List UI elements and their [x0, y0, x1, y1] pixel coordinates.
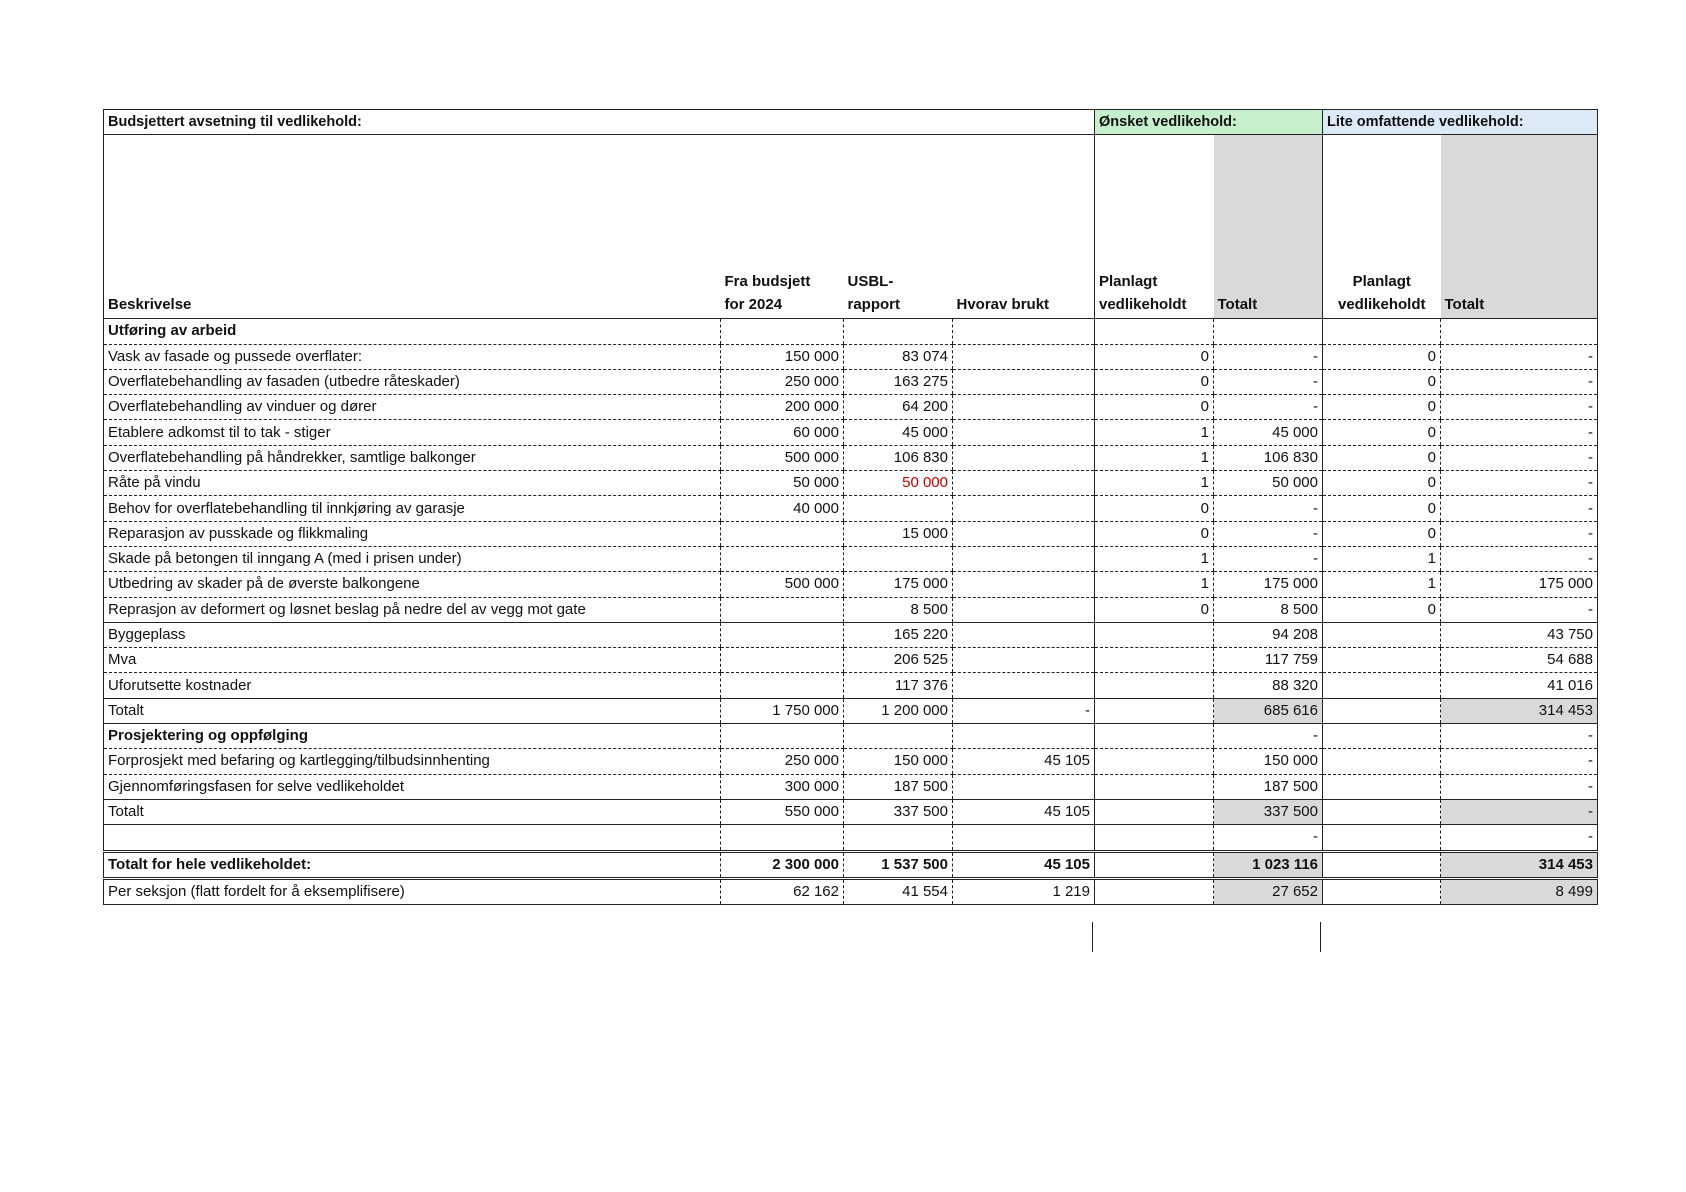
cell-usbl: 175 000: [844, 572, 953, 597]
col-header-planlagt-b: Planlagt vedlikeholdt: [1323, 135, 1441, 319]
cell-planlagt-a: [1095, 851, 1214, 878]
cell-budsjett: 300 000: [721, 774, 844, 799]
cell-brukt: [953, 673, 1095, 698]
cell-budsjett: 250 000: [721, 749, 844, 774]
cell-usbl: [844, 825, 953, 851]
cell-beskrivelse: Reprasjon av deformert og løsnet beslag på nedre del av vegg mot gate: [104, 597, 721, 622]
cell-beskrivelse: Byggeplass: [104, 622, 721, 647]
cell-totalt-b: -: [1441, 825, 1598, 851]
cell-budsjett: [721, 724, 844, 749]
cell-totalt-b: -: [1441, 344, 1598, 369]
cell-budsjett: [721, 673, 844, 698]
cell-totalt-b: -: [1441, 445, 1598, 470]
cell-planlagt-b: [1323, 749, 1441, 774]
cell-planlagt-b: 0: [1323, 445, 1441, 470]
cell-usbl: 1 537 500: [844, 851, 953, 878]
cell-totalt-b: 54 688: [1441, 648, 1598, 673]
cell-usbl: 187 500: [844, 774, 953, 799]
table-row: [104, 825, 1598, 851]
cell-totalt-a: -: [1214, 724, 1323, 749]
cell-usbl: 163 275: [844, 369, 953, 394]
cell-brukt: [953, 825, 1095, 851]
cell-brukt: [953, 597, 1095, 622]
cell-usbl: 64 200: [844, 395, 953, 420]
col-header-budsjett: Fra budsjett for 2024: [721, 135, 844, 319]
table-row: [104, 698, 1598, 723]
cell-brukt: [953, 319, 1095, 344]
table-row: [104, 496, 1598, 521]
cell-beskrivelse: Forprosjekt med befaring og kartlegging/tilbudsinnhenting: [104, 749, 721, 774]
cell-usbl: 50 000: [844, 471, 953, 496]
cell-budsjett: [721, 597, 844, 622]
cell-totalt-b: 41 016: [1441, 673, 1598, 698]
cell-planlagt-b: 0: [1323, 471, 1441, 496]
cell-planlagt-b: 0: [1323, 369, 1441, 394]
cell-beskrivelse: Prosjektering og oppfølging: [104, 724, 721, 749]
cell-beskrivelse: Uforutsette kostnader: [104, 673, 721, 698]
cell-planlagt-b: [1323, 825, 1441, 851]
cell-usbl: 8 500: [844, 597, 953, 622]
cell-planlagt-a: 1: [1095, 445, 1214, 470]
cell-planlagt-a: [1095, 648, 1214, 673]
cell-usbl: 150 000: [844, 749, 953, 774]
cell-budsjett: 62 162: [721, 878, 844, 904]
cell-totalt-a: -: [1214, 546, 1323, 571]
cell-planlagt-b: 0: [1323, 344, 1441, 369]
cell-usbl: 165 220: [844, 622, 953, 647]
table-row: [104, 597, 1598, 622]
cell-beskrivelse: Vask av fasade og pussede overflater:: [104, 344, 721, 369]
section-row: [104, 319, 1598, 344]
cell-budsjett: 200 000: [721, 395, 844, 420]
cell-totalt-b: -: [1441, 749, 1598, 774]
cell-totalt-b: -: [1441, 521, 1598, 546]
table-row: [104, 774, 1598, 799]
cell-brukt: [953, 648, 1095, 673]
cell-beskrivelse: Utbedring av skader på de øverste balkongene: [104, 572, 721, 597]
cell-planlagt-a: 1: [1095, 572, 1214, 597]
cell-planlagt-b: [1323, 878, 1441, 904]
cell-beskrivelse: Reparasjon av pusskade og flikkmaling: [104, 521, 721, 546]
cell-usbl: 106 830: [844, 445, 953, 470]
cell-planlagt-a: [1095, 698, 1214, 723]
cell-brukt: [953, 724, 1095, 749]
cell-planlagt-a: 0: [1095, 597, 1214, 622]
cell-budsjett: 500 000: [721, 572, 844, 597]
cell-totalt-b: -: [1441, 420, 1598, 445]
cell-usbl: [844, 546, 953, 571]
group-header-onsket: Ønsket vedlikehold:: [1095, 110, 1323, 135]
cell-brukt: [953, 420, 1095, 445]
cell-planlagt-b: 0: [1323, 395, 1441, 420]
cell-beskrivelse: Utføring av arbeid: [104, 319, 721, 344]
cell-planlagt-a: 1: [1095, 471, 1214, 496]
table-row: [104, 648, 1598, 673]
cell-usbl: [844, 319, 953, 344]
cell-usbl: 41 554: [844, 878, 953, 904]
cell-planlagt-b: [1323, 648, 1441, 673]
cell-planlagt-b: [1323, 851, 1441, 878]
cell-totalt-a: 88 320: [1214, 673, 1323, 698]
cell-totalt-a: -: [1214, 825, 1323, 851]
cell-totalt-a: [1214, 319, 1323, 344]
cell-totalt-b: -: [1441, 799, 1598, 824]
table-row: [104, 878, 1598, 904]
cell-beskrivelse: Gjennomføringsfasen for selve vedlikeholdet: [104, 774, 721, 799]
cell-brukt: 45 105: [953, 851, 1095, 878]
cell-brukt: [953, 496, 1095, 521]
cell-planlagt-a: [1095, 622, 1214, 647]
cell-usbl: 337 500: [844, 799, 953, 824]
cell-planlagt-a: [1095, 724, 1214, 749]
cell-planlagt-a: [1095, 825, 1214, 851]
cell-budsjett: [721, 546, 844, 571]
title-row: [104, 110, 1598, 135]
cell-budsjett: 500 000: [721, 445, 844, 470]
cell-totalt-a: 685 616: [1214, 698, 1323, 723]
cell-beskrivelse: [104, 825, 721, 851]
column-divider-tail-b: [1320, 922, 1321, 952]
cell-totalt-a: 337 500: [1214, 799, 1323, 824]
col-header-usbl: USBL- rapport: [844, 135, 953, 319]
cell-planlagt-b: 0: [1323, 597, 1441, 622]
cell-beskrivelse: Overflatebehandling av fasaden (utbedre råteskader): [104, 369, 721, 394]
cell-usbl: [844, 496, 953, 521]
cell-planlagt-a: [1095, 878, 1214, 904]
table-row: [104, 471, 1598, 496]
cell-totalt-a: 106 830: [1214, 445, 1323, 470]
cell-planlagt-b: [1323, 622, 1441, 647]
cell-totalt-a: -: [1214, 521, 1323, 546]
cell-planlagt-a: [1095, 799, 1214, 824]
cell-brukt: [953, 369, 1095, 394]
cell-totalt-a: 94 208: [1214, 622, 1323, 647]
cell-budsjett: 60 000: [721, 420, 844, 445]
cell-beskrivelse: Per seksjon (flatt fordelt for å eksemplifisere): [104, 878, 721, 904]
table-row: [104, 369, 1598, 394]
cell-totalt-a: -: [1214, 344, 1323, 369]
cell-beskrivelse: Overflatebehandling av vinduer og dører: [104, 395, 721, 420]
cell-totalt-a: 45 000: [1214, 420, 1323, 445]
cell-brukt: 1 219: [953, 878, 1095, 904]
cell-totalt-b: -: [1441, 369, 1598, 394]
cell-planlagt-a: 0: [1095, 395, 1214, 420]
cell-planlagt-a: [1095, 749, 1214, 774]
cell-brukt: [953, 471, 1095, 496]
cell-usbl: 206 525: [844, 648, 953, 673]
cell-totalt-b: 43 750: [1441, 622, 1598, 647]
cell-totalt-a: 50 000: [1214, 471, 1323, 496]
cell-planlagt-a: 1: [1095, 420, 1214, 445]
cell-budsjett: 1 750 000: [721, 698, 844, 723]
cell-totalt-a: 187 500: [1214, 774, 1323, 799]
cell-totalt-b: -: [1441, 597, 1598, 622]
cell-totalt-a: 117 759: [1214, 648, 1323, 673]
table-row: [104, 521, 1598, 546]
table-row: [104, 572, 1598, 597]
cell-brukt: 45 105: [953, 799, 1095, 824]
sheet-title: Budsjettert avsetning til vedlikehold:: [104, 110, 1095, 135]
cell-planlagt-a: 0: [1095, 369, 1214, 394]
cell-budsjett: 2 300 000: [721, 851, 844, 878]
cell-brukt: [953, 622, 1095, 647]
cell-brukt: [953, 546, 1095, 571]
cell-brukt: [953, 395, 1095, 420]
cell-budsjett: 40 000: [721, 496, 844, 521]
table-row: [104, 622, 1598, 647]
cell-usbl: 117 376: [844, 673, 953, 698]
cell-brukt: [953, 521, 1095, 546]
cell-brukt: 45 105: [953, 749, 1095, 774]
cell-usbl: 83 074: [844, 344, 953, 369]
cell-budsjett: [721, 648, 844, 673]
cell-totalt-b: 8 499: [1441, 878, 1598, 904]
cell-totalt-a: 150 000: [1214, 749, 1323, 774]
cell-brukt: -: [953, 698, 1095, 723]
cell-beskrivelse: Skade på betongen til inngang A (med i prisen under): [104, 546, 721, 571]
cell-budsjett: [721, 825, 844, 851]
col-header-planlagt-a: Planlagt vedlikeholdt: [1095, 135, 1214, 319]
cell-planlagt-b: [1323, 319, 1441, 344]
col-header-brukt: Hvorav brukt: [953, 135, 1095, 319]
cell-planlagt-b: 0: [1323, 496, 1441, 521]
cell-brukt: [953, 445, 1095, 470]
cell-budsjett: 150 000: [721, 344, 844, 369]
table-row: [104, 673, 1598, 698]
column-header-row: [104, 135, 1598, 319]
cell-totalt-a: 27 652: [1214, 878, 1323, 904]
col-header-totalt-a: Totalt: [1214, 135, 1323, 319]
cell-planlagt-a: 0: [1095, 344, 1214, 369]
cell-planlagt-a: 1: [1095, 546, 1214, 571]
cell-totalt-a: -: [1214, 395, 1323, 420]
cell-beskrivelse: Råte på vindu: [104, 471, 721, 496]
cell-planlagt-b: 0: [1323, 521, 1441, 546]
cell-totalt-b: 175 000: [1441, 572, 1598, 597]
cell-beskrivelse: Totalt: [104, 799, 721, 824]
cell-beskrivelse: Etablere adkomst til to tak - stiger: [104, 420, 721, 445]
col-header-beskrivelse: Beskrivelse: [104, 135, 721, 319]
table-row: [104, 546, 1598, 571]
table-row: [104, 851, 1598, 878]
cell-brukt: [953, 774, 1095, 799]
cell-totalt-b: -: [1441, 496, 1598, 521]
cell-budsjett: 550 000: [721, 799, 844, 824]
table-row: [104, 395, 1598, 420]
cell-totalt-a: -: [1214, 369, 1323, 394]
budget-spreadsheet: [103, 109, 1598, 905]
section-row: [104, 724, 1598, 749]
col-header-totalt-b: Totalt: [1441, 135, 1598, 319]
cell-totalt-b: [1441, 319, 1598, 344]
cell-usbl: 45 000: [844, 420, 953, 445]
cell-beskrivelse: Behov for overflatebehandling til innkjøring av garasje: [104, 496, 721, 521]
cell-planlagt-b: [1323, 673, 1441, 698]
budget-table: [103, 109, 1598, 905]
cell-totalt-b: 314 453: [1441, 698, 1598, 723]
cell-totalt-b: -: [1441, 471, 1598, 496]
cell-totalt-b: -: [1441, 395, 1598, 420]
cell-totalt-b: 314 453: [1441, 851, 1598, 878]
cell-beskrivelse: Totalt: [104, 698, 721, 723]
table-row: [104, 749, 1598, 774]
cell-budsjett: 50 000: [721, 471, 844, 496]
cell-totalt-b: -: [1441, 546, 1598, 571]
cell-totalt-a: 1 023 116: [1214, 851, 1323, 878]
cell-budsjett: [721, 622, 844, 647]
cell-usbl: 1 200 000: [844, 698, 953, 723]
cell-beskrivelse: Totalt for hele vedlikeholdet:: [104, 851, 721, 878]
cell-planlagt-a: 0: [1095, 521, 1214, 546]
cell-planlagt-b: [1323, 698, 1441, 723]
cell-planlagt-b: [1323, 799, 1441, 824]
cell-usbl: [844, 724, 953, 749]
cell-budsjett: [721, 521, 844, 546]
cell-budsjett: 250 000: [721, 369, 844, 394]
table-row: [104, 420, 1598, 445]
cell-brukt: [953, 344, 1095, 369]
cell-totalt-b: -: [1441, 724, 1598, 749]
table-row: [104, 445, 1598, 470]
cell-beskrivelse: Mva: [104, 648, 721, 673]
cell-planlagt-a: [1095, 673, 1214, 698]
cell-planlagt-b: 0: [1323, 420, 1441, 445]
cell-planlagt-a: [1095, 319, 1214, 344]
table-row: [104, 344, 1598, 369]
cell-planlagt-b: 1: [1323, 546, 1441, 571]
cell-planlagt-a: [1095, 774, 1214, 799]
cell-beskrivelse: Overflatebehandling på håndrekker, samtlige balkonger: [104, 445, 721, 470]
cell-totalt-b: -: [1441, 774, 1598, 799]
cell-totalt-a: 8 500: [1214, 597, 1323, 622]
group-header-lite-omfattende: Lite omfattende vedlikehold:: [1323, 110, 1598, 135]
cell-usbl: 15 000: [844, 521, 953, 546]
cell-planlagt-b: [1323, 774, 1441, 799]
cell-totalt-a: -: [1214, 496, 1323, 521]
table-row: [104, 799, 1598, 824]
cell-planlagt-a: 0: [1095, 496, 1214, 521]
cell-budsjett: [721, 319, 844, 344]
cell-planlagt-b: 1: [1323, 572, 1441, 597]
column-divider-tail-a: [1092, 922, 1093, 952]
cell-totalt-a: 175 000: [1214, 572, 1323, 597]
cell-brukt: [953, 572, 1095, 597]
cell-planlagt-b: [1323, 724, 1441, 749]
